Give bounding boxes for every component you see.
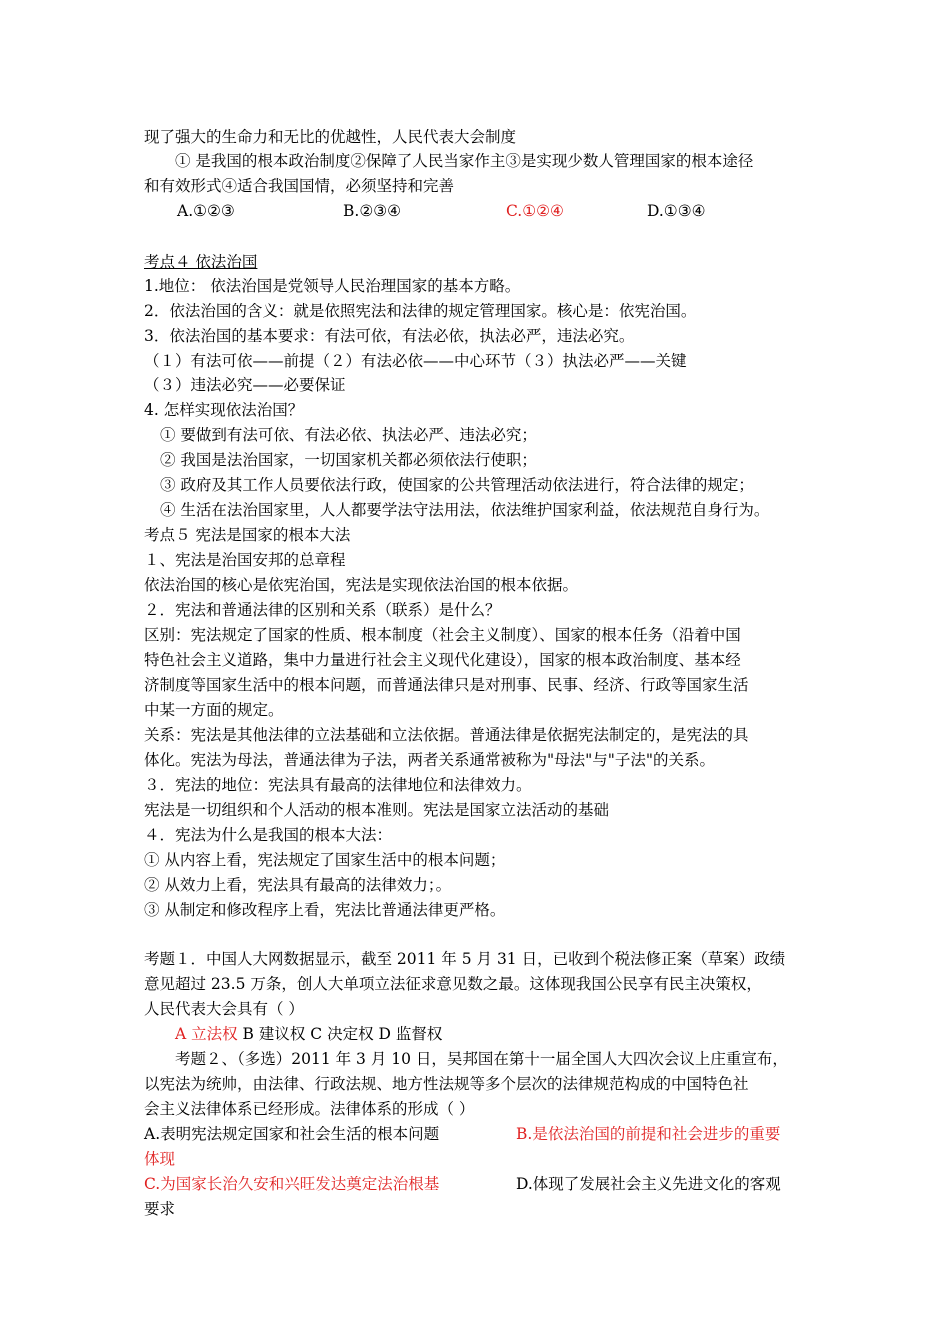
text-line: 3．依法治国的基本要求：有法可依，有法必依，执法必严，违法必究。 xyxy=(144,327,635,345)
text-line: 体化。宪法为母法，普通法律为子法，两者关系通常被称为"母法"与"子法"的关系。 xyxy=(144,751,716,769)
text-line: 现了强大的生命力和无比的优越性，人民代表大会制度 xyxy=(144,128,517,146)
option-d: D.体现了发展社会主义先进文化的客观 xyxy=(516,1175,781,1193)
text-line: 依法治国的核心是依宪治国，宪法是实现依法治国的根本依据。 xyxy=(144,576,579,594)
option-c-answer: C.①②④ xyxy=(506,202,564,220)
option-b-answer: B.是依法治国的前提和社会进步的重要 xyxy=(516,1125,781,1143)
option-a: A.①②③ xyxy=(177,202,235,220)
text-line: 和有效形式④适合我国国情，必须坚持和完善 xyxy=(144,177,455,195)
text-line: １、宪法是治国安邦的总章程 xyxy=(144,551,346,569)
text-line: （１）有法可依——前提（２）有法必依——中心环节（３）执法必严——关键 xyxy=(144,352,687,370)
text-line: ② 从效力上看，宪法具有最高的法律效力；。 xyxy=(144,876,452,894)
option-a: A.表明宪法规定国家和社会生活的根本问题 xyxy=(144,1125,440,1143)
question-2-text: 考题２、（多选）2011 年 3 月 10 日，吴邦国在第十一届全国人大四次会议上庄重宣布， xyxy=(175,1050,788,1068)
text-line: ① 从内容上看，宪法规定了国家生活中的根本问题； xyxy=(144,851,506,869)
text-line: （３）违法必究——必要保证 xyxy=(144,376,346,394)
text-line: ３．宪法的地位：宪法具有最高的法律地位和法律效力。 xyxy=(144,776,532,794)
question-1-options xyxy=(175,1023,442,1045)
text-line: 1.地位： 依法治国是党领导人民治理国家的基本方略。 xyxy=(144,277,521,295)
text-line: ４．宪法为什么是我国的根本大法： xyxy=(144,826,393,844)
text-line: 济制度等国家生活中的根本问题，而普通法律只是对刑事、民事、经济、行政等国家生活 xyxy=(144,676,749,694)
text-line: 宪法是一切组织和个人活动的根本准则。宪法是国家立法活动的基础 xyxy=(144,801,610,819)
option-b-answer-cont: 体现 xyxy=(144,1150,176,1168)
option-d-cont: 要求 xyxy=(144,1200,176,1218)
option-c-answer: C.为国家长治久安和兴旺发达奠定法治根基 xyxy=(144,1175,440,1193)
text-line: ① 是我国的根本政治制度②保障了人民当家作主③是实现少数人管理国家的根本途径 xyxy=(175,152,754,170)
text-line: ③ 从制定和修改程序上看，宪法比普通法律更严格。 xyxy=(144,901,506,919)
question-1-text: 人民代表大会具有（ ） xyxy=(144,1000,304,1018)
text-line: 特色社会主义道路，集中力量进行社会主义现代化建设），国家的根本政治制度、基本经 xyxy=(144,651,741,669)
option-b: B.②③④ xyxy=(343,202,402,220)
text-line: 关系：宪法是其他法律的立法基础和立法依据。普通法律是依据宪法制定的，是宪法的具 xyxy=(144,726,749,744)
text-line: ① 要做到有法可依、有法必依、执法必严、违法必究； xyxy=(160,426,537,444)
section-title-kd4: 考点４ 依法治国 xyxy=(144,253,258,271)
option-a-answer: A 立法权 xyxy=(175,1025,238,1043)
option-d: D.①③④ xyxy=(647,202,706,220)
text-line: ③ 政府及其工作人员要依法行政，使国家的公共管理活动依法进行，符合法律的规定； xyxy=(160,476,754,494)
question-2-text: 会主义法律体系已经形成。法律体系的形成（ ） xyxy=(144,1100,475,1118)
text-line: ２．宪法和普通法律的区别和关系（联系）是什么？ xyxy=(144,601,501,619)
text-line: ② 我国是法治国家，一切国家机关都必须依法行使职； xyxy=(160,451,537,469)
text-line: 中某一方面的规定。 xyxy=(144,701,284,719)
question-1-text: 意见超过 23.5 万条，创人大单项立法征求意见数之最。这体现我国公民享有民主决策权， xyxy=(144,975,762,993)
question-2-text: 以宪法为统帅，由法律、行政法规、地方性法规等多个层次的法律规范构成的中国特色社 xyxy=(144,1075,749,1093)
other-options: B 建议权 C 决定权 D 监督权 xyxy=(237,1025,443,1043)
text-line: 2．依法治国的含义：就是依照宪法和法律的规定管理国家。核心是：依宪治国。 xyxy=(144,302,697,320)
text-line: ④ 生活在法治国家里，人人都要学法守法用法，依法维护国家利益，依法规范自身行为。 xyxy=(160,501,770,519)
section-title-kd5: 考点５ 宪法是国家的根本大法 xyxy=(144,526,351,544)
text-line: 4. 怎样实现依法治国？ xyxy=(144,401,304,419)
question-1-text: 考题１．中国人大网数据显示，截至 2011 年 5 月 31 日，已收到个税法修正案（草案）政绩 xyxy=(144,950,786,968)
text-line: 区别：宪法规定了国家的性质、根本制度（社会主义制度）、国家的根本任务（沿着中国 xyxy=(144,626,741,644)
